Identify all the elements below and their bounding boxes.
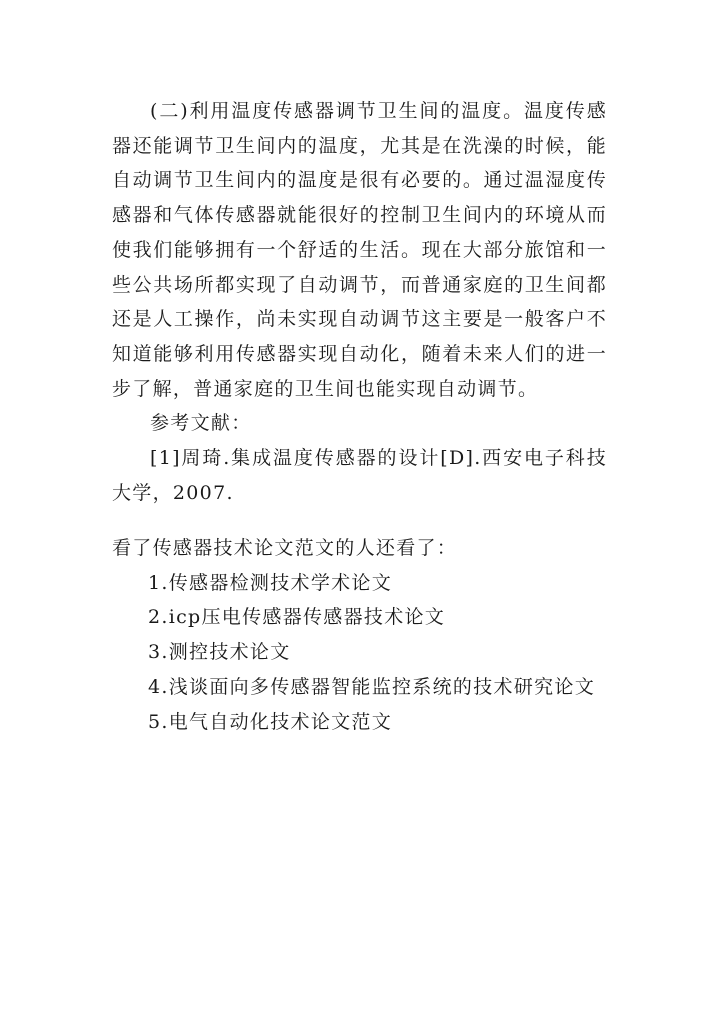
related-article-link-3[interactable] (112, 635, 607, 670)
related-article-link-4[interactable] (112, 670, 607, 705)
article-paragraph: (二)利用温度传感器调节卫生间的温度。温度传感器还能调节卫生间内的温度，尤其是在洗澡的时候，能自动调节卫生间内的温度是很有必要的。通过温湿度传感器和气体传感器就能很好的控制卫生间内的环境从而使我们能够拥有一个舒适的生活。现在大部分旅馆和一些公共场所都实现了自动调节，而普通家庭的卫生间都还是人工操作，尚未实现自动调节这主要是一般客户不知道能够利用传感器实现自动化，随着未来人们的进一步了解，普通家庭的卫生间也能实现自动调节。 (112, 100, 607, 400)
related-articles (112, 531, 607, 739)
reference-item: [1]周琦.集成温度传感器的设计[D].西安电子科技大学，2007. (112, 447, 607, 504)
related-article-text[interactable]: 1.传感器检测技术学术论文 (148, 571, 393, 594)
related-article-text[interactable]: 2.icp压电传感器传感器技术论文 (148, 606, 446, 629)
related-articles-list (112, 566, 607, 740)
related-article-text[interactable]: 4.浅谈面向多传感器智能监控系统的技术研究论文 (148, 675, 596, 698)
article-body (112, 94, 607, 510)
related-article-link-5[interactable] (112, 705, 607, 740)
references-label: 参考文献： (150, 412, 252, 435)
related-article-link-1[interactable] (112, 566, 607, 601)
related-article-link-2[interactable] (112, 600, 607, 635)
related-article-text[interactable]: 3.测控技术论文 (148, 641, 291, 664)
related-articles-title: 看了传感器技术论文范文的人还看了： (112, 537, 458, 559)
related-article-text[interactable]: 5.电气自动化技术论文范文 (148, 710, 393, 733)
